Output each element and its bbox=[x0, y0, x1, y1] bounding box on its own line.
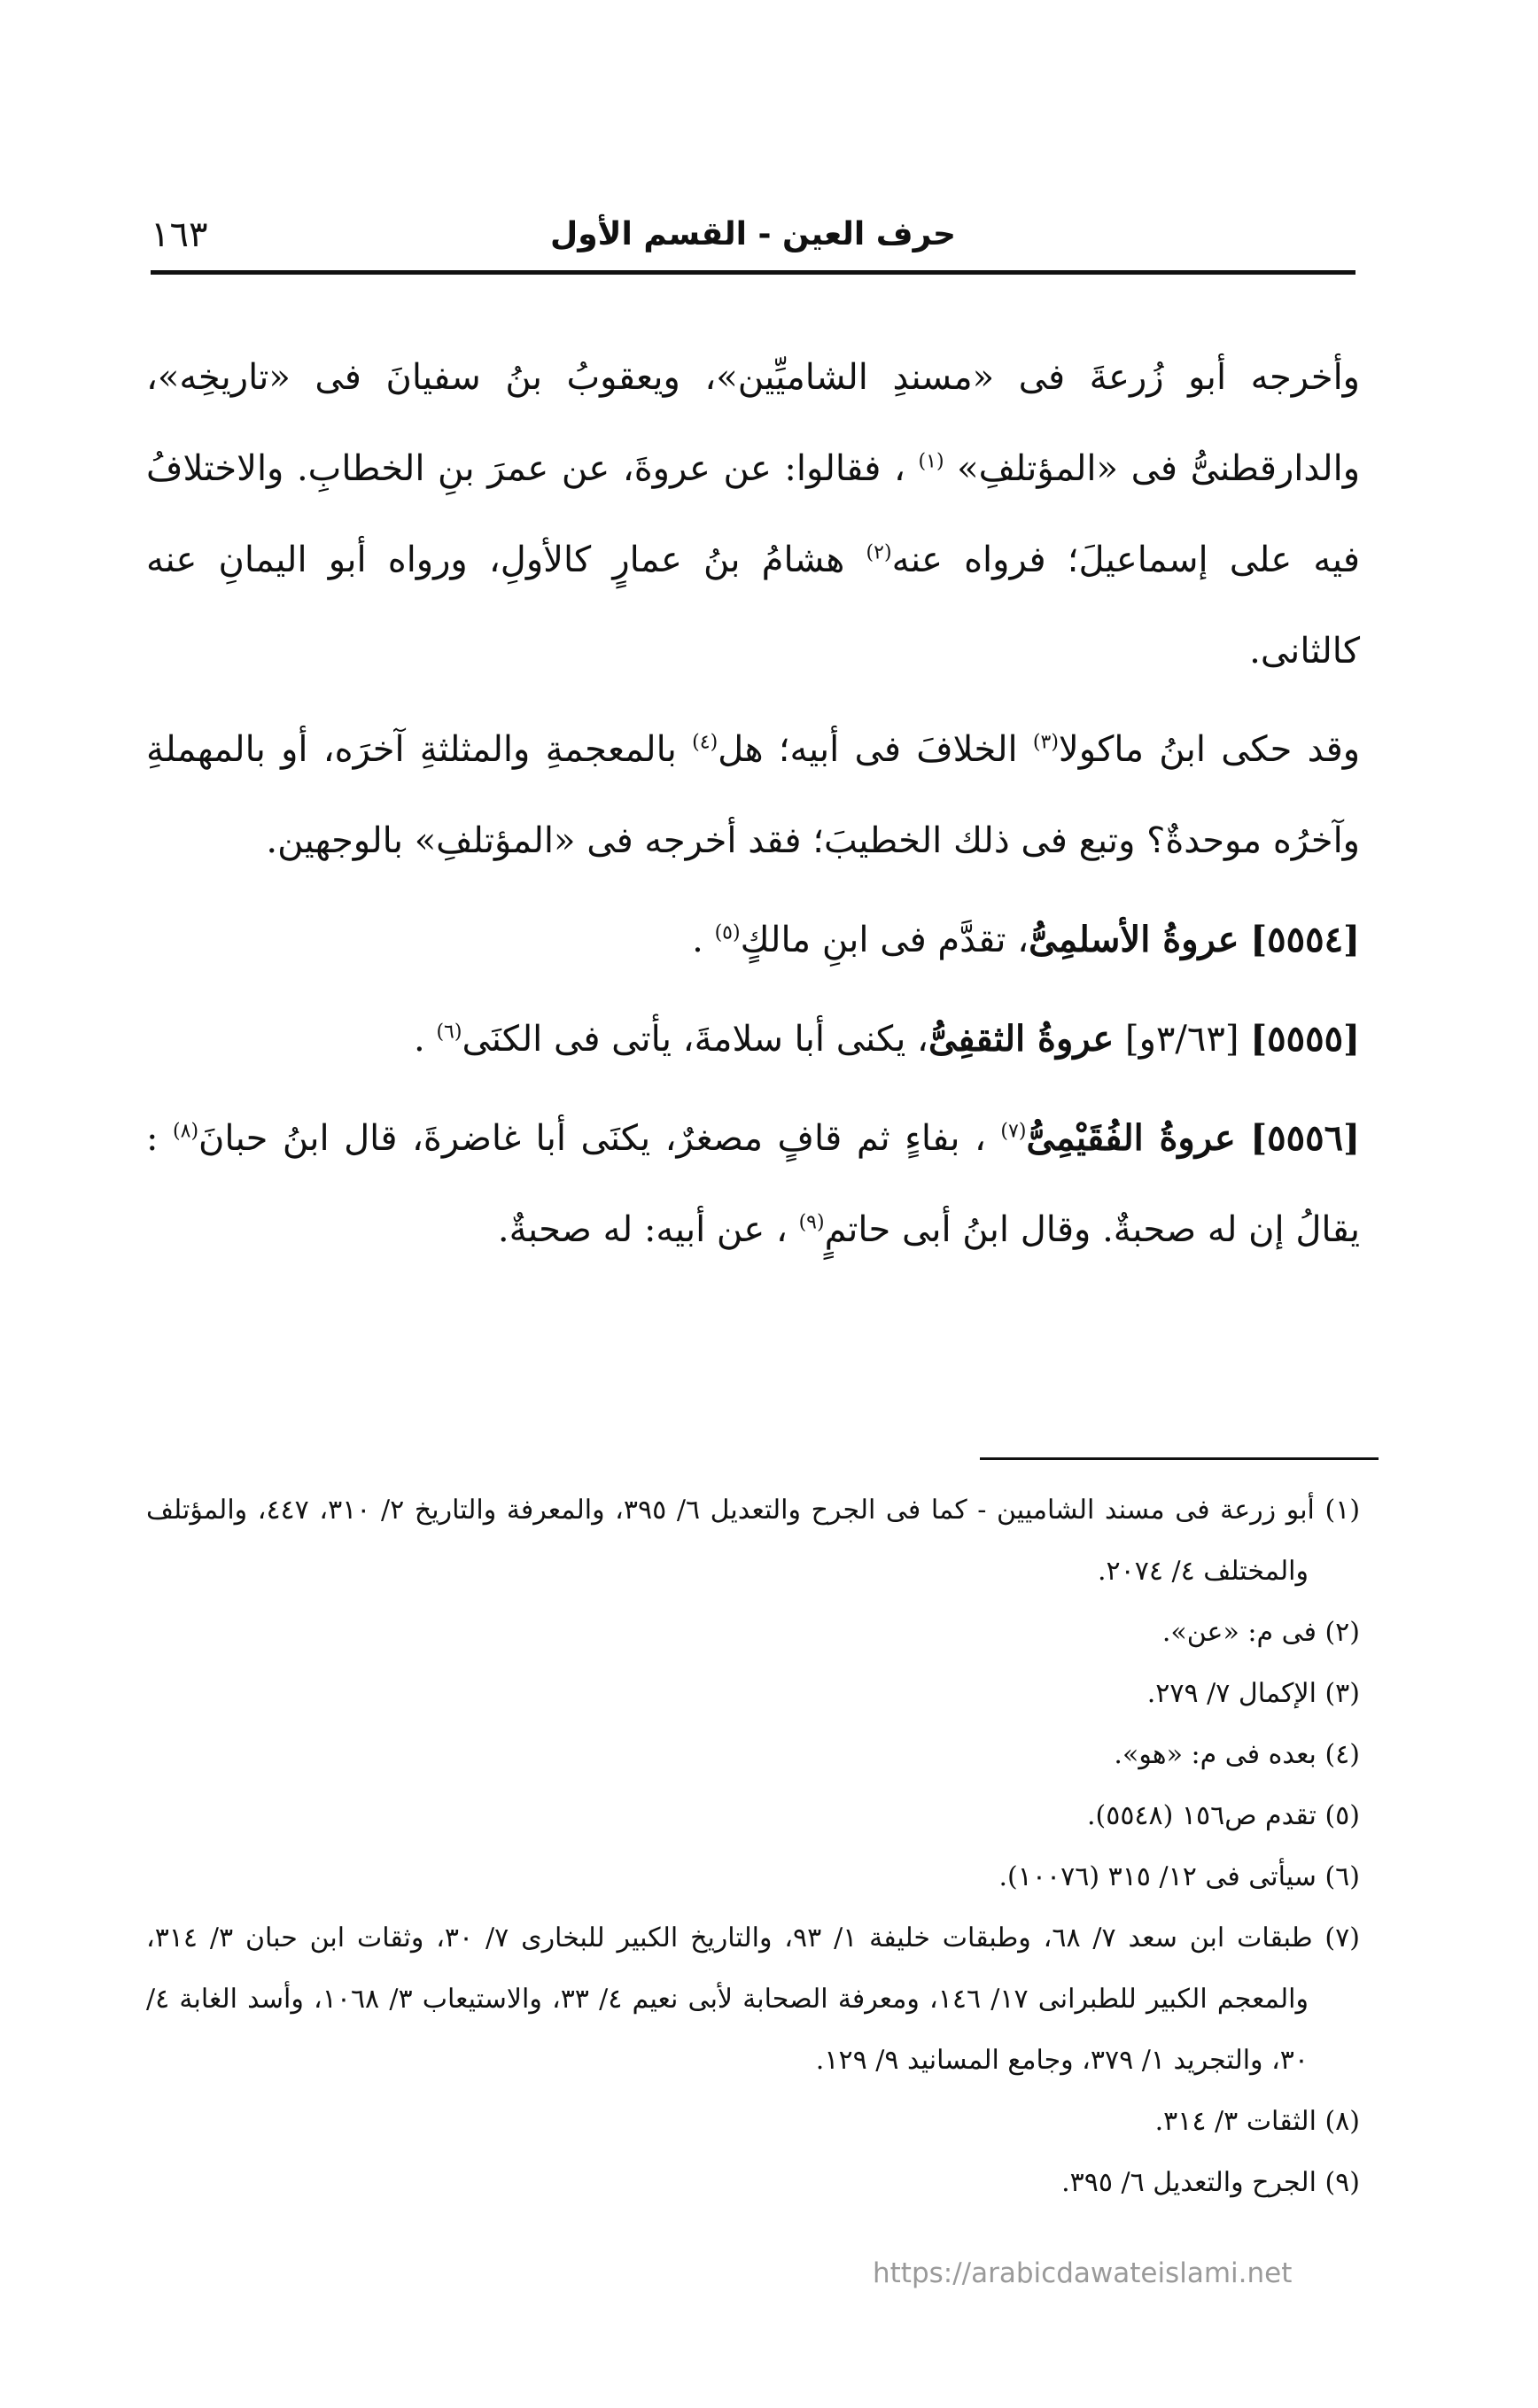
entry-name: عروةُ الفُقَيْمِىُّ bbox=[1026, 1117, 1236, 1159]
watermark: https://arabicdawateislami.net bbox=[873, 2257, 1293, 2289]
footnote-ref: (٧) bbox=[1000, 1120, 1027, 1143]
footnote-6: (٦) سيأتى فى ١٢/ ٣١٥ (١٠٠٧٦). bbox=[998, 1861, 1360, 1892]
page-header bbox=[151, 208, 1355, 275]
text-run: : يقالُ إن له صحبةٌ. وقال ابنُ أبى حاتمٍ bbox=[146, 1118, 1360, 1250]
manuscript-ref: [٣/٦٣و] bbox=[1125, 1019, 1239, 1060]
entry-name: عروةُ الثقفِىُّ bbox=[928, 1018, 1115, 1060]
entry-number: [٥٥٥٦] bbox=[1250, 1117, 1361, 1159]
running-title: حرف العين - القسم الأول bbox=[550, 216, 956, 252]
footnote-7: (٧) طبقات ابن سعد ٧/ ٦٨، وطبقات خليفة ١/ ٩٣، والتاريخ الكبير للبخارى ٧/ ٣٠، وثقات ابن حبان ٣/ ٣١٤، والمعجم الكبير للطبرانى ١٧/ ١٤٦، ومعرفة الصحابة لأبى نعيم ٤/ ٣٣، والاستيعاب ٣/ ١٠٦٨، وأسد الغابة ٤/ ٣٠، والتجريد ١/ ٣٧٩، وجامع المسانيد ٩/ ١٢٩. bbox=[146, 1923, 1360, 2076]
text-run: . bbox=[414, 1019, 425, 1060]
text-run: ، بفاءٍ ثم قافٍ مصغرٌ، يكنَى أبا غاضرةَ، قال ابنُ حبانَ bbox=[198, 1118, 986, 1159]
footnote-ref: (٥) bbox=[714, 921, 741, 944]
footnote-ref: (٣) bbox=[1032, 731, 1059, 754]
entry-5555 bbox=[146, 993, 1360, 1085]
footnote-ref: (١) bbox=[918, 450, 944, 473]
text-run: هشامُ بنُ عمارٍ كالأولِ، ورواه أبو اليمانِ عنه كالثانى. bbox=[146, 540, 1360, 672]
paragraph-2 bbox=[146, 704, 1360, 887]
text-run: وقد حكى ابنُ ماكولا bbox=[1058, 729, 1361, 770]
footnote-ref: (٩) bbox=[798, 1211, 825, 1234]
text-run: ، يكنى أبا سلامةَ، يأتى فى الكنَى bbox=[462, 1019, 928, 1060]
footnote-ref: (٨) bbox=[173, 1120, 199, 1143]
text-run: ، فقالوا: عن عروةَ، عن عمرَ بنِ الخطابِ. والاختلافُ فيه على إسماعيلَ؛ فرواه عنه bbox=[146, 448, 1361, 580]
footnote-8: (٨) الثقات ٣/ ٣١٤. bbox=[1154, 2106, 1360, 2137]
footnote-divider bbox=[980, 1457, 1379, 1460]
footnote-ref: (٢) bbox=[866, 541, 892, 564]
entry-number: [٥٥٥٤] bbox=[1250, 919, 1360, 960]
footnote-ref: (٤) bbox=[692, 731, 719, 754]
text-run: ، تقدَّم فى ابنِ مالكٍ bbox=[740, 920, 1029, 960]
text-run: ، عن أبيه: له صحبةٌ. bbox=[497, 1209, 788, 1250]
footnote-3: (٣) الإكمال ٧/ ٢٧٩. bbox=[1146, 1678, 1360, 1709]
entry-5554 bbox=[146, 894, 1360, 986]
text-run: بالمعجمةِ والمثلثةِ آخرَه، أو بالمهملةِ وآخرُه موحدةٌ؟ وتبع فى ذلك الخطيبَ؛ فقد أخرجه فى «المؤتلفِ» بالوجهين. bbox=[146, 729, 1360, 861]
text-run: الخلافَ فى أبيه؛ هل bbox=[718, 729, 1018, 770]
paragraph-1 bbox=[146, 332, 1360, 697]
footnote-5: (٥) تقدم ص١٥٦ (٥٥٤٨). bbox=[1086, 1800, 1360, 1831]
text-run: وأخرجه أبو زُرعةَ فى «مسندِ الشاميِّين»، ويعقوبُ بنُ سفيانَ فى «تاريخِه»، والدارقطنىُّ فى «المؤتلفِ» bbox=[146, 357, 1361, 489]
page-number: ١٦٣ bbox=[151, 214, 208, 255]
entry-name: عروةُ الأسلمِىُّ bbox=[1029, 919, 1239, 960]
main-text bbox=[146, 332, 1360, 1276]
footnotes bbox=[146, 1480, 1360, 2213]
footnote-4: (٤) بعده فى م: «هو». bbox=[1114, 1739, 1360, 1770]
footnote-2: (٢) فى م: «عن». bbox=[1161, 1617, 1360, 1648]
entry-5556 bbox=[146, 1092, 1360, 1276]
entry-number: [٥٥٥٥] bbox=[1250, 1018, 1360, 1060]
footnote-9: (٩) الجرح والتعديل ٦/ ٣٩٥. bbox=[1061, 2167, 1360, 2198]
footnote-1: (١) أبو زرعة فى مسند الشاميين - كما فى الجرح والتعديل ٦/ ٣٩٥، والمعرفة والتاريخ ٢/ ٣١٠، ٤٤٧، والمؤتلف والمختلف ٤/ ٢٠٧٤. bbox=[146, 1495, 1361, 1587]
text-run: . bbox=[692, 920, 703, 960]
footnote-ref: (٦) bbox=[436, 1021, 462, 1044]
